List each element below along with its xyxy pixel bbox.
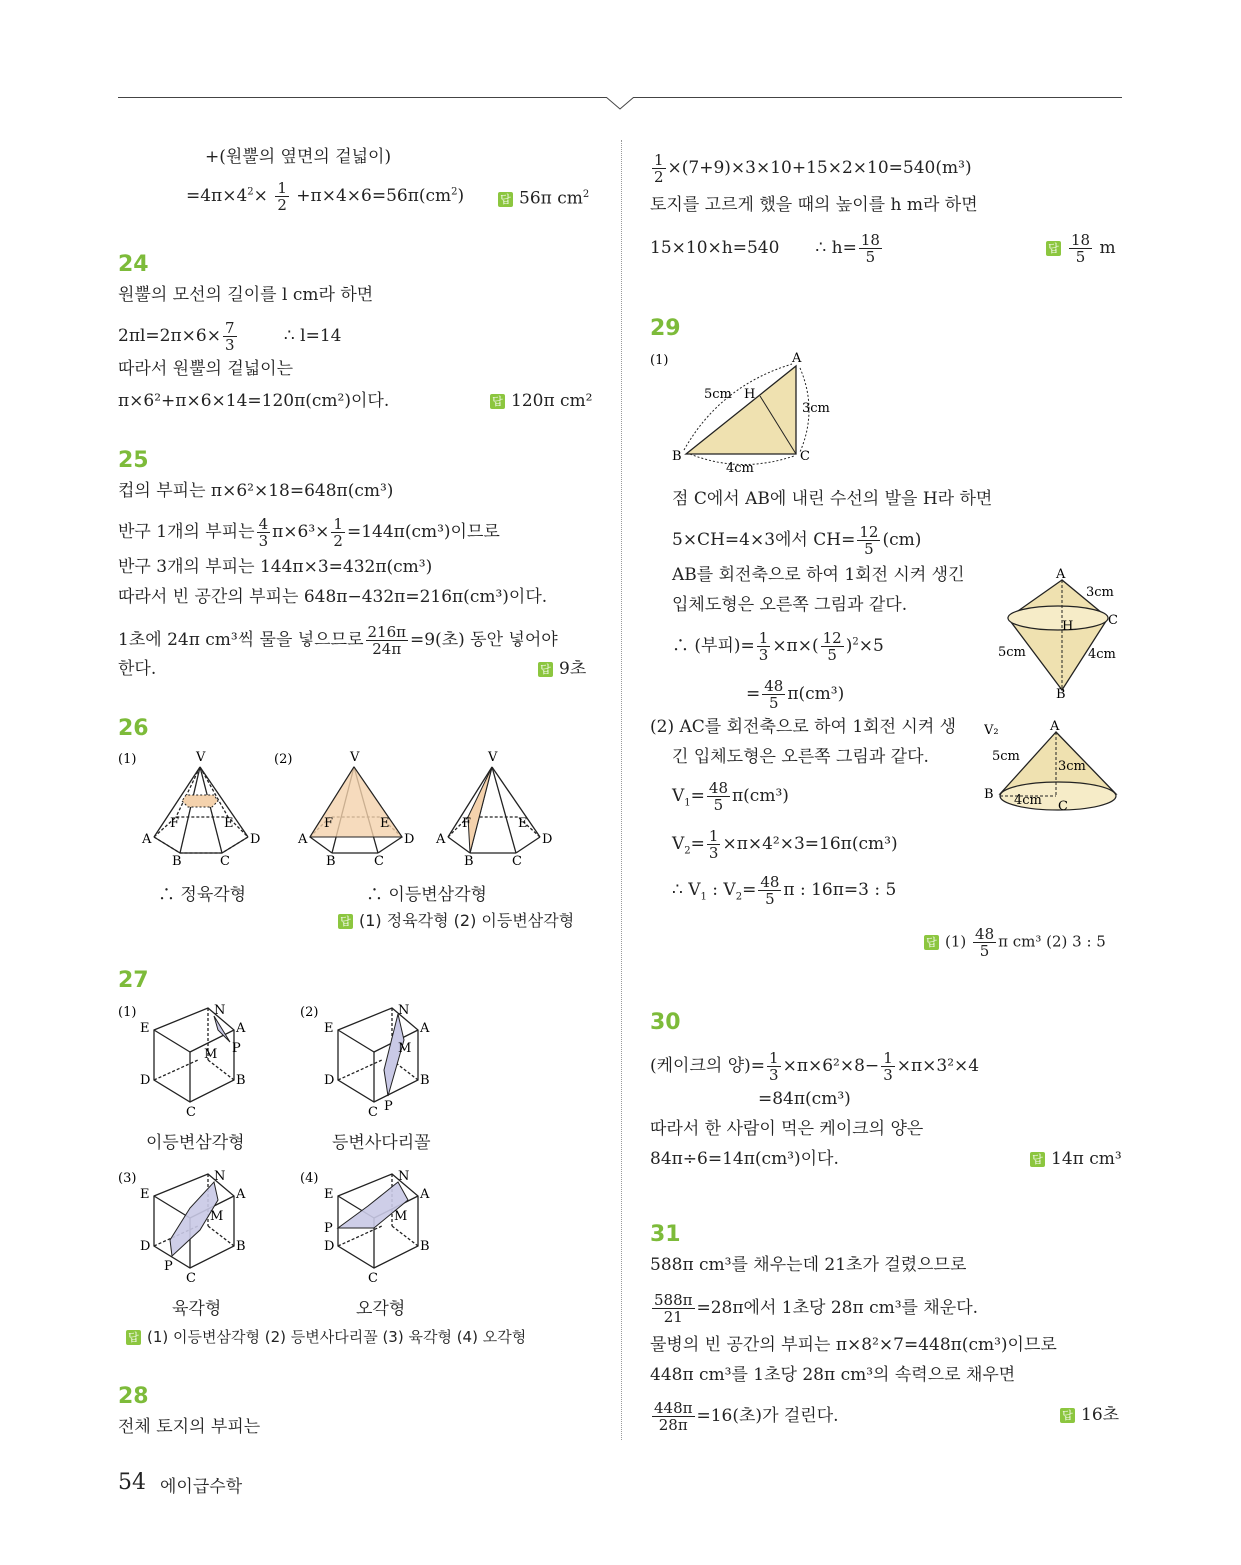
p25-line3: 반구 3개의 부피는 144π×3=432π(cm³): [118, 557, 433, 577]
p28-cont-line2: 토지를 고르게 했을 때의 높이를 h m라 하면: [650, 195, 978, 215]
problem-29-number: 29: [650, 316, 681, 341]
svg-text:V: V: [488, 750, 498, 765]
p27-caption4: 오각형: [356, 1299, 406, 1319]
column-divider: [621, 140, 622, 1440]
svg-text:5cm: 5cm: [992, 749, 1020, 764]
p25-line2: 반구 1개의 부피는 $\frac{4}{3}$ π×6³× $\frac{1}{2}$ =144π(cm³)이므로: [118, 515, 500, 550]
svg-text:B: B: [236, 1239, 246, 1254]
svg-text:4cm: 4cm: [1088, 647, 1116, 662]
svg-text:(1): (1): [118, 752, 137, 767]
svg-text:E: E: [324, 1187, 334, 1202]
svg-text:C: C: [800, 449, 810, 464]
svg-text:4cm: 4cm: [1014, 793, 1042, 808]
svg-text:V: V: [196, 750, 206, 765]
svg-text:B: B: [236, 1073, 246, 1088]
p27-caption3: 육각형: [172, 1299, 222, 1319]
svg-text:(4): (4): [300, 1171, 319, 1186]
svg-text:A: A: [236, 1021, 246, 1036]
svg-text:B: B: [420, 1239, 430, 1254]
svg-text:N: N: [214, 1169, 226, 1184]
svg-text:F: F: [324, 816, 334, 831]
svg-text:H: H: [744, 387, 756, 402]
p24-line3: 따라서 원뿔의 겉넓이는: [118, 359, 294, 379]
svg-text:M: M: [394, 1209, 408, 1224]
problem-31-number: 31: [650, 1222, 681, 1247]
p31-line5: $\frac{448\pi}{28\pi}$ =16(초)가 걸린다.: [654, 1399, 839, 1434]
svg-text:B: B: [464, 854, 474, 869]
svg-text:P: P: [164, 1259, 173, 1274]
p29-line11: ∴ $V_1$ : $V_2=$ $\frac{48}{5}$ π : 16π=3 : 5: [672, 873, 897, 908]
p25-line5: 1초에 24π cm³씩 물을 넣으므로 $\frac{216\pi}{24\pi}$ =9(초) 동안 넣어야: [118, 623, 558, 658]
problem-24-number: 24: [118, 252, 149, 277]
p24-line1: 원뿔의 모선의 길이를 l cm라 하면: [118, 285, 374, 305]
svg-text:3cm: 3cm: [1086, 585, 1114, 600]
svg-text:A: A: [236, 1187, 246, 1202]
svg-text:B: B: [672, 449, 682, 464]
p28-answer: 답 $\frac{18}{5}$ m: [1046, 232, 1116, 265]
svg-text:N: N: [398, 1003, 410, 1018]
problem-30-number: 30: [650, 1010, 681, 1035]
header-notch: [606, 97, 636, 111]
page-number: 54: [118, 1470, 146, 1495]
svg-text:F: F: [462, 816, 472, 831]
svg-text:3cm: 3cm: [802, 401, 830, 416]
p29-answer: 답 (1) $\frac{48}{5}$ π cm³ (2) 3 : 5: [924, 926, 1106, 959]
svg-text:D: D: [324, 1073, 335, 1088]
svg-text:B: B: [420, 1073, 430, 1088]
p25-line4: 따라서 빈 공간의 부피는 648π−432π=216π(cm³)이다.: [118, 587, 548, 607]
problem-28-number: 28: [118, 1384, 149, 1409]
p30-line2: =84π(cm³): [758, 1089, 851, 1109]
svg-text:F: F: [170, 816, 180, 831]
p29-line8: 긴 입체도형은 오른쪽 그림과 같다.: [672, 747, 929, 767]
p30-line4: 84π÷6=14π(cm³)이다.: [650, 1149, 839, 1169]
p24-line2: 2πl=2π×6× $\frac{7}{3}$ ∴ l=14: [118, 319, 342, 354]
p31-line1: 588π cm³를 채우는데 21초가 걸렸으므로: [650, 1255, 967, 1275]
svg-text:P: P: [384, 1099, 393, 1114]
svg-text:A: A: [142, 832, 152, 847]
p31-answer: 답 16초: [1060, 1404, 1119, 1426]
svg-text:C: C: [368, 1271, 378, 1286]
p29-triangle-figure: [650, 346, 840, 476]
svg-text:M: M: [204, 1047, 218, 1062]
svg-text:E: E: [224, 816, 234, 831]
svg-text:(3): (3): [118, 1171, 137, 1186]
p26-caption2: ∴ 이등변삼각형: [366, 885, 487, 905]
svg-text:E: E: [324, 1021, 334, 1036]
svg-text:C: C: [186, 1105, 196, 1120]
svg-text:B: B: [1056, 687, 1066, 700]
svg-text:V₂: V₂: [984, 723, 999, 738]
p24-line4: π×6²+π×6×14=120π(cm²)이다.: [118, 391, 390, 411]
p27-caption1: 이등변삼각형: [146, 1133, 245, 1153]
p28-line1: 전체 토지의 부피는: [118, 1417, 261, 1437]
svg-text:A: A: [298, 832, 308, 847]
p25-line1: 컵의 부피는 π×6²×18=648π(cm³): [118, 481, 394, 501]
svg-text:C: C: [374, 854, 384, 869]
p29-double-cone-figure: [990, 566, 1130, 700]
svg-text:A: A: [436, 832, 446, 847]
svg-text:M: M: [398, 1041, 412, 1056]
svg-text:5cm: 5cm: [704, 387, 732, 402]
p30-line3: 따라서 한 사람이 먹은 케이크의 양은: [650, 1119, 924, 1139]
svg-text:D: D: [140, 1073, 151, 1088]
svg-text:4cm: 4cm: [726, 461, 754, 476]
svg-text:E: E: [380, 816, 390, 831]
left-top-line2: $=4\pi\times 4^2\times$ $\frac{1}{2}$ $+\pi\times 4\times 6=56\pi(cm^2)$: [186, 179, 465, 214]
svg-text:P: P: [324, 1221, 333, 1236]
p29-line1: 점 C에서 AB에 내린 수선의 발을 H라 하면: [672, 489, 993, 509]
svg-text:V: V: [350, 750, 360, 765]
p31-line4: 448π cm³를 1초당 28π cm³의 속력으로 채우면: [650, 1365, 1016, 1385]
svg-text:M: M: [210, 1209, 224, 1224]
p26-answer: 답 (1) 정육각형 (2) 이등변삼각형: [338, 910, 574, 932]
p25-line6: 한다.: [118, 659, 157, 679]
svg-text:C: C: [368, 1105, 378, 1120]
svg-text:(1): (1): [650, 353, 669, 368]
p29-line3: AB를 회전축으로 하여 1회전 시켜 생긴: [672, 565, 965, 585]
left-top-answer: 답 56π $cm^2$: [498, 184, 589, 210]
p30-line1: (케이크의 양)= $\frac{1}{3}$ ×π×6²×8− $\frac{1}{3}$ ×π×3²×4: [650, 1049, 980, 1084]
svg-text:H: H: [1062, 619, 1074, 634]
p25-answer: 답 9초: [538, 658, 586, 680]
p26-figures: [118, 745, 598, 875]
p31-line3: 물병의 빈 공간의 부피는 π×8²×7=448π(cm³)이므로: [650, 1335, 1057, 1355]
svg-text:C: C: [1058, 799, 1068, 814]
left-top-line1: +(원뿔의 옆면의 겉넓이): [205, 147, 392, 167]
svg-text:A: A: [1050, 719, 1060, 734]
p27-caption2: 등변사다리꼴: [332, 1133, 431, 1153]
p29-line10: $V_2=$ $\frac{1}{3}$ ×π×4²×3=16π(cm³): [672, 827, 898, 862]
svg-text:D: D: [250, 832, 261, 847]
p26-caption1: ∴ 정육각형: [158, 885, 247, 905]
problem-26-number: 26: [118, 716, 149, 741]
svg-text:A: A: [792, 351, 802, 366]
svg-text:C: C: [186, 1271, 196, 1286]
svg-text:C: C: [512, 854, 522, 869]
svg-text:B: B: [984, 787, 994, 802]
svg-text:A: A: [420, 1187, 430, 1202]
svg-text:3cm: 3cm: [1058, 759, 1086, 774]
svg-text:N: N: [398, 1169, 410, 1184]
p30-answer: 답 14π cm³: [1030, 1148, 1122, 1170]
svg-text:(2): (2): [274, 752, 293, 767]
svg-text:B: B: [172, 854, 182, 869]
p28-cont-line1: $\frac{1}{2}$ ×(7+9)×3×10+15×2×10=540(m³): [654, 151, 972, 186]
svg-text:E: E: [140, 1021, 150, 1036]
p29-line9: $V_1=$ $\frac{48}{5}$ π(cm³): [672, 779, 789, 814]
svg-text:P: P: [232, 1041, 241, 1056]
svg-text:D: D: [542, 832, 553, 847]
svg-text:A: A: [420, 1021, 430, 1036]
svg-text:E: E: [140, 1187, 150, 1202]
problem-25-number: 25: [118, 448, 149, 473]
svg-text:(2): (2): [300, 1005, 319, 1020]
p29-line4: 입체도형은 오른쪽 그림과 같다.: [672, 595, 908, 615]
svg-text:E: E: [518, 816, 528, 831]
p29-line6: = $\frac{48}{5}$ π(cm³): [746, 677, 845, 712]
p29-line2: 5×CH=4×3에서 CH= $\frac{12}{5}$ (cm): [672, 523, 922, 558]
p29-line5: ∴ (부피)= $\frac{1}{3}$ ×π×( $\frac{12}{5}$ )$^2$×5: [672, 629, 884, 664]
p29-cone-figure: [984, 718, 1124, 818]
svg-text:C: C: [1108, 613, 1118, 628]
p27-answer: 답 (1) 이등변삼각형 (2) 등변사다리꼴 (3) 육각형 (4) 오각형: [126, 1326, 526, 1348]
problem-27-number: 27: [118, 968, 149, 993]
svg-text:A: A: [1056, 567, 1066, 582]
svg-text:C: C: [220, 854, 230, 869]
svg-text:(1): (1): [118, 1005, 137, 1020]
svg-text:B: B: [326, 854, 336, 869]
svg-text:D: D: [404, 832, 415, 847]
p24-answer: 답 120π cm²: [490, 390, 592, 412]
book-title: 에이급수학: [160, 1477, 243, 1497]
svg-text:D: D: [324, 1239, 335, 1254]
svg-text:D: D: [140, 1239, 151, 1254]
p29-line7: (2) AC를 회전축으로 하여 1회전 시켜 생: [650, 717, 957, 737]
svg-text:N: N: [214, 1003, 226, 1018]
svg-text:5cm: 5cm: [998, 645, 1026, 660]
p31-line2: $\frac{588\pi}{21}$ =28π에서 1초당 28π cm³를 채운다.: [654, 1291, 979, 1326]
p28-cont-line3: 15×10×h=540 ∴ h= $\frac{18}{5}$: [650, 231, 880, 266]
